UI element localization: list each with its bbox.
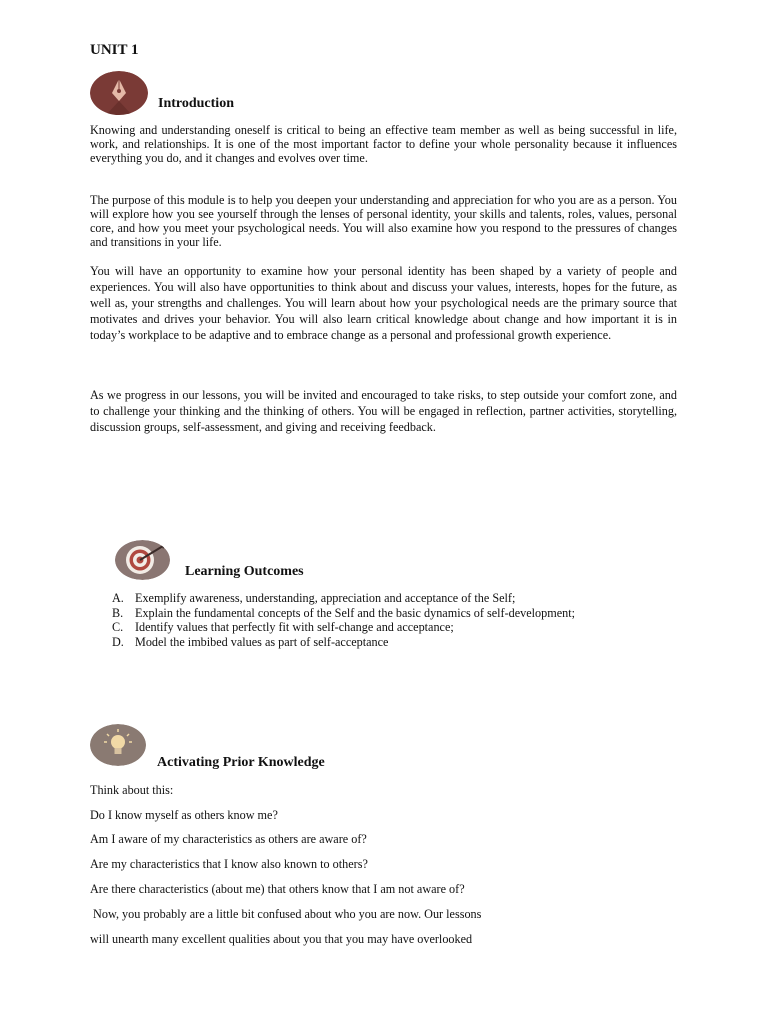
list-item-letter: D. bbox=[112, 634, 124, 649]
list-item-text: Identify values that perfectly fit with self-change and acceptance; bbox=[135, 620, 454, 634]
list-item bbox=[112, 606, 677, 621]
prior-line-4: Are my characteristics that I know also known to others? bbox=[90, 857, 368, 871]
unit-title: UNIT 1 bbox=[90, 42, 139, 58]
prior-line-2: Do I know myself as others know me? bbox=[90, 808, 278, 822]
intro-paragraph-3: You will have an opportunity to examine how your personal identity has been shaped by a variety of people and experiences. You will also have opportunities to think about and discuss your values, interests, hopes for the future, as well as, your strengths and challenges. You will learn about how your psychological needs are the primary source that motivates and drives your behavior. You will also learn critical knowledge about change and how important it is in today’s workplace to be adaptive and to embrace change as a personal and professional growth experience. bbox=[90, 264, 677, 342]
list-item bbox=[112, 591, 677, 606]
list-item-text: Explain the fundamental concepts of the Self and the basic dynamics of self-development; bbox=[135, 605, 575, 620]
learning-outcomes-heading: Learning Outcomes bbox=[185, 564, 304, 579]
prior-line-6: Now, you probably are a little bit confused about who you are now. Our lessons bbox=[90, 907, 482, 921]
intro-paragraph-1: Knowing and understanding oneself is critical to being an effective team member as well as being successful in life, work, and relationships. It is one of the most important factor to define your whole personality because it influences everything you do, and it changes and evolves over time. bbox=[90, 123, 677, 165]
light-bulb-icon bbox=[90, 724, 146, 766]
list-item-letter: C. bbox=[112, 620, 124, 634]
list-item-text: Model the imbibed values as part of self-acceptance bbox=[135, 634, 389, 649]
intro-paragraph-2: The purpose of this module is to help you deepen your understanding and appreciation for who you are as a person. You will explore how you see yourself through the lenses of personal identity, your skills and talents, roles, values, personal core, and how you meet your psychological needs. You will also examine how you respond to the pressures of changes and transitions in your life. bbox=[90, 193, 677, 249]
prior-line-1: Think about this: bbox=[90, 783, 174, 797]
list-item-letter: B. bbox=[112, 605, 124, 620]
list-item-letter: A. bbox=[112, 591, 124, 605]
prior-line-7: will unearth many excellent qualities about you that you may have overlooked bbox=[90, 932, 473, 946]
target-icon bbox=[115, 540, 170, 580]
list-item-text: Exemplify awareness, understanding, appreciation and acceptance of the Self; bbox=[135, 591, 516, 605]
learning-outcomes-list bbox=[112, 591, 677, 649]
prior-knowledge-heading: Activating Prior Knowledge bbox=[157, 755, 325, 770]
prior-line-5: Are there characteristics (about me) that others know that I am not aware of? bbox=[90, 882, 465, 896]
intro-paragraph-4: As we progress in our lessons, you will be invited and encouraged to take risks, to step outside your comfort zone, and to challenge your thinking and the thinking of others. You will be engaged in reflection, partner activities, storytelling, discussion groups, self-assessment, and giving and receiving feedback. bbox=[90, 388, 677, 434]
list-item bbox=[112, 620, 677, 635]
list-item bbox=[112, 635, 677, 650]
pen-nib-icon bbox=[90, 71, 148, 115]
introduction-heading: Introduction bbox=[158, 96, 234, 111]
prior-line-3: Am I aware of my characteristics as others are aware of? bbox=[90, 832, 367, 846]
